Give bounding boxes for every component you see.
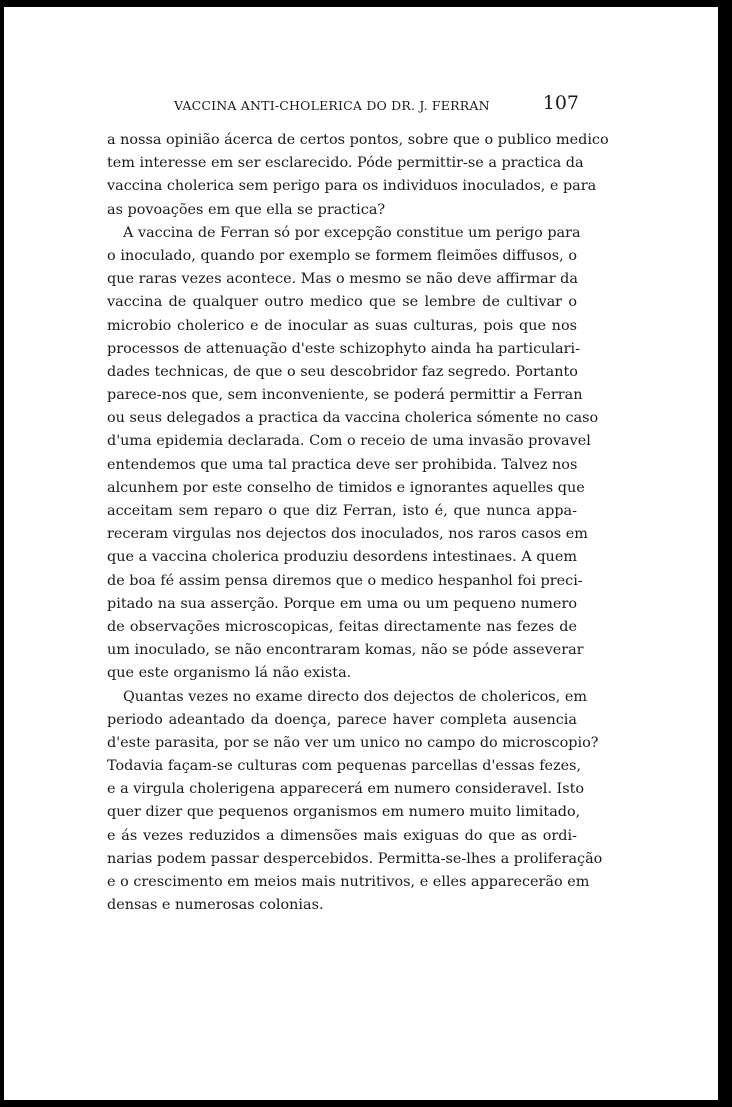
text-line: e ás vezes reduzidos a dimensões mais exiguas do que as ordi- (107, 827, 577, 844)
paragraph (107, 129, 609, 222)
text-line: receram virgulas nos dejectos dos inoculados, nos raros casos em (107, 526, 588, 543)
text-line: que a vaccina cholerica produziu desordens intestinaes. A quem (107, 549, 577, 566)
text-line: Todavia façam-se culturas com pequenas parcellas d'essas fezes, (107, 758, 582, 775)
text-line: microbio cholerico e de inocular as suas culturas, pois que nos (107, 317, 577, 334)
text-line: as povoações em que ella se practica? (107, 201, 386, 218)
text-line: e a virgula cholerigena apparecerá em numero consideravel. Isto (107, 781, 585, 798)
text-line: vaccina cholerica sem perigo para os individuos inoculados, e para (107, 178, 597, 195)
running-title: VACCINA ANTI-CHOLERICA DO DR. J. FERRAN (174, 98, 490, 113)
text-line: o inoculado, quando por exemplo se formem fleimões diffusos, o (107, 247, 577, 264)
text-line: a nossa opinião ácerca de certos pontos, sobre que o publico medico (107, 132, 609, 148)
paragraph (107, 686, 603, 918)
text-line: de observações microscopicas, feitas directamente nas fezes de (107, 618, 577, 635)
text-line: processos de attenuação d'este schizophyto ainda ha particulari- (107, 340, 580, 357)
text-line: entendemos que uma tal practica deve ser prohibida. Talvez nos (107, 456, 578, 473)
body-text (107, 129, 609, 917)
text-line: Quantas vezes no exame directo dos dejectos de cholericos, em (123, 688, 588, 705)
text-line: vaccina de qualquer outro medico que se lembre de cultivar o (107, 294, 577, 311)
text-line: que este organismo lá não exista. (107, 665, 352, 682)
text-line: dades technicas, de que o seu descobridor faz segredo. Portanto (107, 363, 578, 380)
text-line: d'uma epidemia declarada. Com o receio de uma invasão provavel (107, 433, 591, 450)
text-line: densas e numerosas colonias. (107, 897, 324, 914)
text-line: tem interesse em ser esclarecido. Póde permittir-se a practica da (107, 155, 584, 172)
text-line: pitado na sua asserção. Porque em uma ou um pequeno numero (107, 595, 577, 612)
page-number: 107 (542, 92, 579, 114)
text-line: periodo adeantado da doença, parece haver completa ausencia (107, 711, 577, 728)
text-line: ou seus delegados a practica da vaccina cholerica sómente no caso (107, 410, 599, 427)
running-header (174, 92, 579, 116)
paragraph (107, 222, 599, 686)
text-line: quer dizer que pequenos organismos em numero muito limitado, (107, 804, 581, 821)
text-line: um inoculado, se não encontraram komas, não se póde asseverar (107, 642, 584, 659)
text-line: A vaccina de Ferran só por excepção constitue um perigo para (123, 224, 581, 241)
text-line: que raras vezes acontece. Mas o mesmo se não deve affirmar da (107, 271, 578, 288)
text-line: alcunhem por este conselho de timidos e ignorantes aquelles que (107, 479, 585, 496)
text-line: acceitam sem reparo o que diz Ferran, isto é, que nunca appa- (107, 503, 577, 519)
text-line: narias podem passar despercebidos. Permitta-se-lhes a proliferação (107, 850, 603, 867)
text-line: d'este parasita, por se não ver um unico no campo do microscopio? (107, 734, 599, 751)
text-line: de boa fé assim pensa diremos que o medico hespanhol foi preci- (107, 572, 583, 589)
text-line: e o crescimento em meios mais nutritivos, e elles apparecerão em (107, 874, 590, 890)
text-line: parece-nos que, sem inconveniente, se poderá permittir a Ferran (107, 387, 583, 404)
